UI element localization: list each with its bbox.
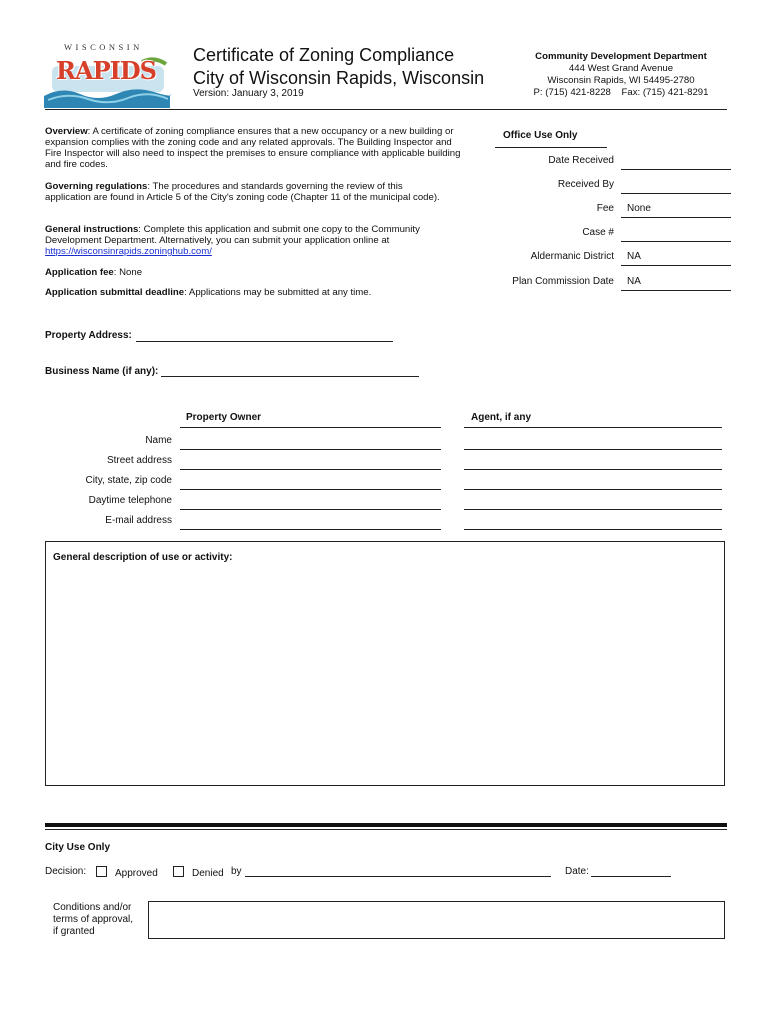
form-version: Version: January 3, 2019 [193,88,304,99]
business-name-label: Business Name (if any): [45,366,159,377]
by-label: by [231,866,242,877]
office-use-underline [495,147,607,148]
office-field-received-by[interactable] [621,193,731,194]
property-address-field[interactable] [136,341,393,342]
office-field-fee[interactable] [621,217,731,218]
department-name: Community Development Department [535,51,707,62]
deadline-text: : Applications may be submitted at any time. [184,287,372,298]
regulations-text: : The procedures and standards governing the review of this application are found in Article 5 of the City's zoning code (Chapter 11 of the municipal code). [45,181,440,203]
agent-column-header: Agent, if any [471,412,532,423]
fee-paragraph [45,267,142,278]
agent-header-underline [464,427,722,428]
department-city: Wisconsin Rapids, WI 54495-2780 [547,75,695,86]
instructions-text: : Complete this application and submit one copy to the Community Development Department. Alternatively, you can submit your application online at [45,224,420,246]
office-label-case: Case # [582,227,614,238]
denied-checkbox[interactable] [173,866,184,877]
description-label: General description of use or activity: [53,552,233,563]
agent-city-field[interactable] [464,489,722,490]
contact-label-phone: Daytime telephone [88,495,172,506]
overview-label: Overview [45,126,88,137]
regulations-paragraph [45,181,445,203]
office-field-aldermanic[interactable] [621,265,731,266]
owner-city-field[interactable] [180,489,441,490]
deadline-paragraph [45,287,371,298]
denied-option[interactable] [173,866,224,879]
city-logo [42,38,172,106]
logo-main-text: RAPIDS [56,56,156,85]
department-block [520,51,722,99]
deadline-label: Application submittal deadline [45,287,185,298]
agent-name-field[interactable] [464,449,722,450]
owner-header-underline [180,427,441,428]
zoninghub-link[interactable]: https://wisconsinrapids.zoninghub.com/ [45,246,212,257]
office-field-plan-commission[interactable] [621,290,731,291]
logo-top-text: WISCONSIN [64,42,143,52]
agent-phone-field[interactable] [464,509,722,510]
contact-label-email: E-mail address [105,515,172,526]
fee-label: Application fee [45,267,114,278]
agent-email-field[interactable] [464,529,722,530]
contact-label-street: Street address [106,455,172,466]
decision-date-field[interactable] [591,876,671,877]
contact-label-city: City, state, zip code [85,475,172,486]
office-label-fee: Fee [596,203,614,214]
owner-phone-field[interactable] [180,509,441,510]
office-field-case[interactable] [621,241,731,242]
office-value-fee: None [627,203,651,214]
office-label-date-received: Date Received [548,155,614,166]
denied-label: Denied [192,868,224,879]
fee-text: : None [113,267,143,278]
owner-email-field[interactable] [180,529,441,530]
office-label-received-by: Received By [557,179,614,190]
office-label-plan-commission: Plan Commission Date [512,276,614,287]
conditions-box[interactable] [148,901,725,939]
regulations-label: Governing regulations [45,181,148,192]
approved-label: Approved [115,868,158,879]
city-section-divider [45,823,727,827]
business-name-field[interactable] [161,376,419,377]
office-value-plan-commission: NA [627,276,641,287]
department-address: 444 West Grand Avenue [568,63,674,74]
form-subtitle: City of Wisconsin Rapids, Wisconsin [193,68,485,88]
decision-label: Decision: [45,866,87,877]
owner-column-header: Property Owner [186,412,262,423]
owner-street-field[interactable] [180,469,441,470]
property-address-label: Property Address: [45,330,132,341]
agent-street-field[interactable] [464,469,722,470]
city-section-divider-thin [45,829,727,830]
office-field-date-received[interactable] [621,169,731,170]
instructions-paragraph [45,224,445,257]
office-use-title: Office Use Only [503,130,578,141]
date-label: Date: [565,866,589,877]
form-title: Certificate of Zoning Compliance [193,45,455,65]
header-divider [45,109,727,110]
city-use-title: City Use Only [45,842,111,853]
conditions-label: Conditions and/or terms of approval, if granted [53,902,134,937]
owner-name-field[interactable] [180,449,441,450]
description-box[interactable] [45,541,725,786]
decision-by-field[interactable] [245,876,551,877]
overview-paragraph [45,126,465,170]
office-label-aldermanic: Aldermanic District [530,251,614,262]
contact-label-name: Name [145,435,172,446]
department-phone: P: (715) 421-8228 Fax: (715) 421-8291 [533,87,709,98]
instructions-label: General instructions [45,224,139,235]
approved-checkbox[interactable] [96,866,107,877]
office-value-aldermanic: NA [627,251,641,262]
approved-option[interactable] [96,866,158,879]
overview-text: : A certificate of zoning compliance ensures that a new occupancy or a new building or expansion complies with the zoning code and any related approvals. The Building Inspector and Fire Inspector will also need to inspect the premises to ensure compliance with applicable building and fire codes. [45,126,461,170]
